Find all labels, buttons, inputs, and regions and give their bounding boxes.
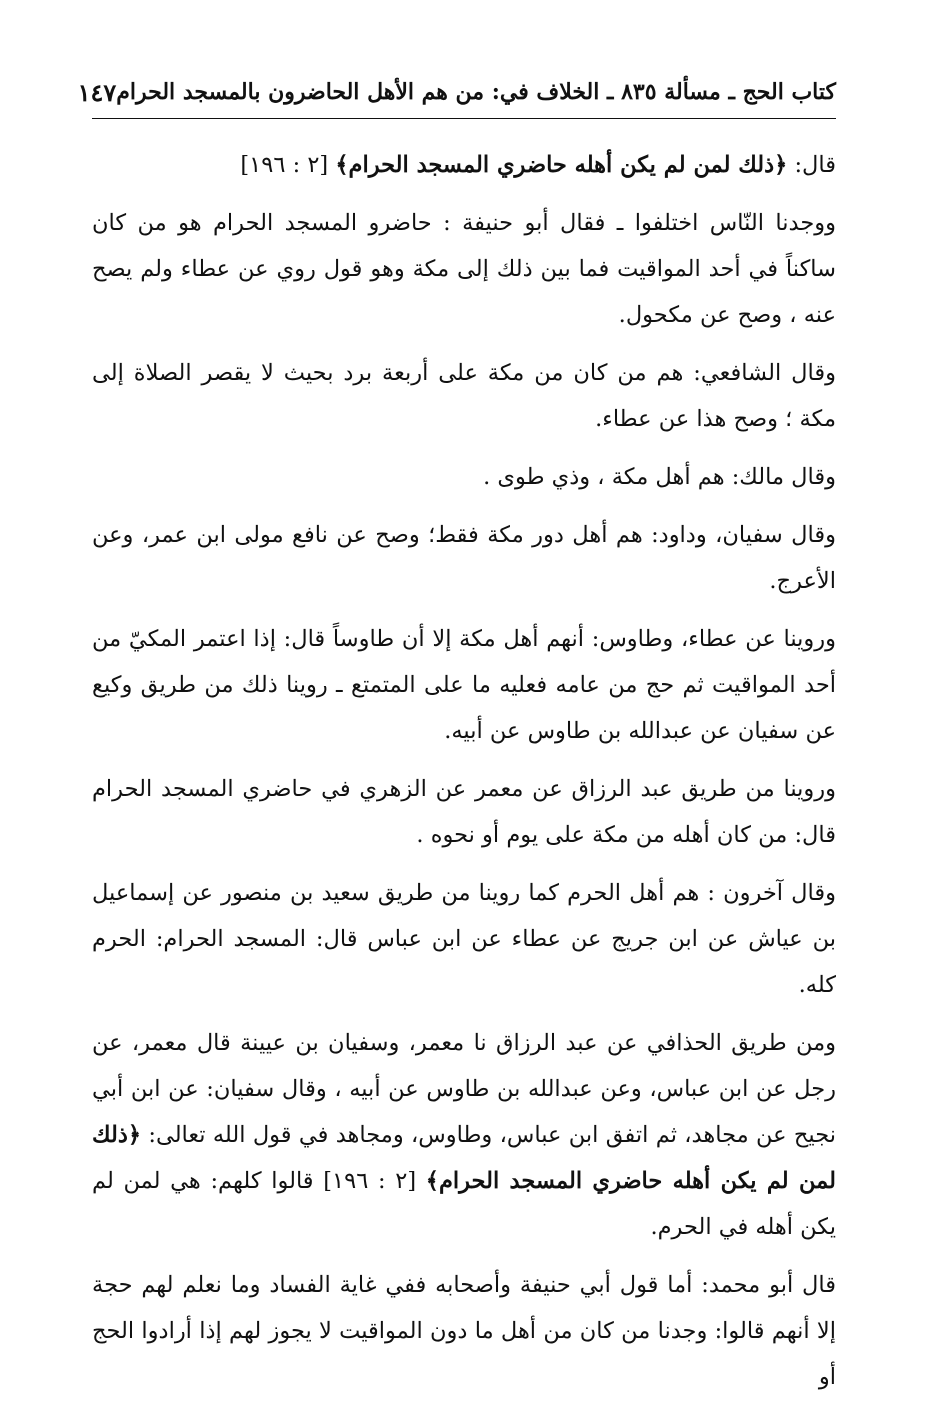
paragraph-4: وقال مالك: هم أهل مكة ، وذي طوى . [483,464,836,490]
paragraph-9: ومن طريق الحذافي عن عبد الرزاق نا معمر، وسفيان بن عيينة قال معمر، عن رجل عن ابن عباس، وعن عبدالله بن طاوس عن أبيه ، وقال سفيان: عن ابن أبي نجيح عن مجاهد، ثم اتفق ابن عباس، وطاوس، ومجاهد في قول الله تعالى: ﴿ذلك لمن لم يكن أهله حاضري المسجد الحرام﴾ [٢ : ١٩٦] قالوا كلهم: هي لمن لم يكن أهله في الحرم. [92,1030,837,1240]
header-title: كتاب الحج ـ مسألة ٨٣٥ ـ الخلاف في: من هم الأهل الحاضرون بالمسجد الحرام [116,79,836,105]
header-rule [92,118,836,119]
page-body [92,142,836,1412]
page-number: ١٤٧ [77,77,117,107]
paragraph-8: وقال آخرون : هم أهل الحرم كما روينا من طريق سعيد بن منصور عن إسماعيل بن عياش عن ابن جريج عن عطاء عن ابن عباس قال: المسجد الحرام: الحرم كله. [92,880,836,998]
running-header [77,70,836,114]
paragraph-5: وقال سفيان، وداود: هم أهل دور مكة فقط؛ وصح عن نافع مولى ابن عمر، وعن الأعرج. [92,522,836,594]
paragraph-3: وقال الشافعي: هم من كان من مكة على أربعة برد بحيث لا يقصر الصلاة إلى مكة ؛ وصح هذا عن عطاء. [92,360,836,432]
paragraph-10: قال أبو محمد: أما قول أبي حنيفة وأصحابه ففي غاية الفساد وما نعلم لهم حجة إلا أنهم قالوا: وجدنا من كان من أهل ما دون المواقيت لا يجوز لهم إذا أرادوا الحج أو [92,1272,836,1390]
paragraph-6: وروينا عن عطاء، وطاوس: أنهم أهل مكة إلا أن طاوساً قال: إذا اعتمر المكيّ من أحد المواقيت ثم حج من عامه فعليه ما على المتمتع ـ روينا ذلك من طريق وكيع عن سفيان عن عبدالله بن طاوس عن أبيه. [92,626,836,744]
paragraph-1: قال: ﴿ذلك لمن لم يكن أهله حاضري المسجد الحرام﴾ [٢ : ١٩٦] [240,152,836,178]
paragraph-7: وروينا من طريق عبد الرزاق عن معمر عن الزهري في حاضري المسجد الحرام قال: من كان أهله من مكة على يوم أو نحوه . [92,776,836,848]
paragraph-2: ووجدنا النّاس اختلفوا ـ فقال أبو حنيفة : حاضرو المسجد الحرام هو من كان ساكناً في أحد المواقيت فما بين ذلك إلى مكة وهو قول روي عن عطاء ولم يصح عنه ، وصح عن مكحول. [92,210,836,328]
